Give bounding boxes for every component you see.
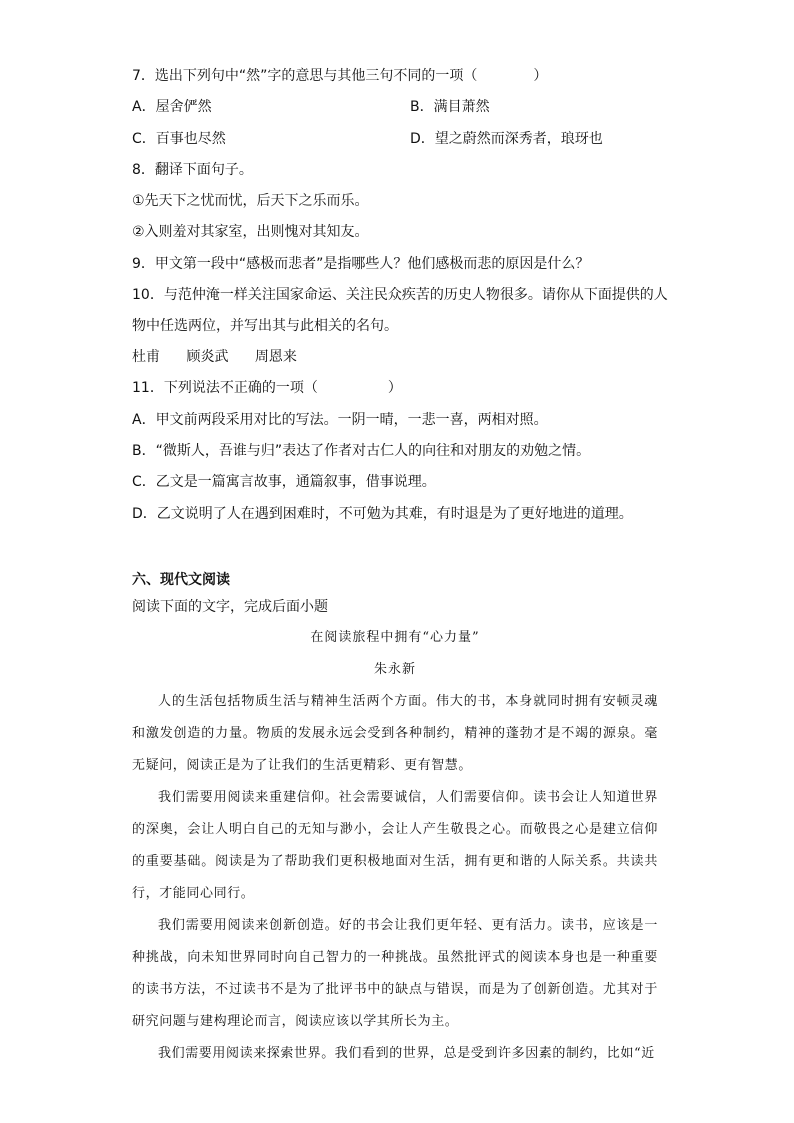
article-paragraph: 人的生活包括物质生活与精神生活两个方面。伟大的书，本身就同时拥有安顿灵魂和激发创造的力量。物质的发展永远会受到各种制约，精神的蓬勃才是不竭的源泉。毫无疑问，阅读正是为了让我们的生活更精彩、更有智慧。 bbox=[132, 694, 658, 773]
article-paragraph: 我们需要用阅读来探索世界。我们看到的世界，总是受到许多因素的制约，比如“近 bbox=[158, 1046, 655, 1061]
q7-stem bbox=[132, 66, 547, 86]
q8-stem: 8．翻译下面句子。 bbox=[132, 162, 253, 178]
q7-option-a: A．屋舍俨然 bbox=[132, 99, 212, 115]
q7-option-b: B．满目萧然 bbox=[410, 99, 490, 115]
article-paragraph: 我们需要用阅读来重建信仰。社会需要诚信，人们需要信仰。读书会让人知道世界的深奥，会让人明白自己的无知与渺小，会让人产生敬畏之心。而敬畏之心是建立信仰的重要基础。阅读是为了帮助我们更积极地面对生活，拥有更和谐的人际关系。共读共行，才能同心同行。 bbox=[132, 790, 658, 901]
q8-sentence-1: ①先天下之忧而忧，后天下之乐而乐。 bbox=[132, 193, 369, 209]
q7-option-d: D．望之蔚然而深秀者，琅玡也 bbox=[410, 131, 603, 147]
q11-stem bbox=[132, 378, 402, 398]
q7-options-row-2 bbox=[132, 129, 672, 149]
name-gu-yanwu: 顾炎武 bbox=[186, 349, 229, 365]
q7-stem-text: 7．选出下列句中“然”字的意思与其他三句不同的一项（ bbox=[132, 68, 478, 84]
q8-sentence-2: ②入则羞对其家室，出则愧对其知友。 bbox=[132, 224, 369, 240]
q7-option-c: C．百事也尽然 bbox=[132, 131, 226, 147]
section-title: 六、现代文阅读 bbox=[132, 572, 230, 588]
q11-option-b: B．“微斯人，吾谁与归”表达了作者对古仁人的向往和对朋友的劝勉之情。 bbox=[132, 443, 591, 459]
q11-option-d: D．乙文说明了人在遇到困难时，不可勉为其难，有时退是为了更好地进的道理。 bbox=[132, 506, 633, 522]
article-author: 朱永新 bbox=[373, 662, 416, 677]
q10-line-2: 物中任选两位，并写出其与此相关的名句。 bbox=[132, 318, 398, 334]
article-body bbox=[132, 686, 658, 1070]
name-zhou-enlai: 周恩来 bbox=[254, 349, 297, 365]
q7-close: ） bbox=[533, 68, 548, 84]
q9-stem: 9．甲文第一段中“感极而悲者”是指哪些人？他们感极而悲的原因是什么？ bbox=[132, 256, 590, 272]
section-instruction: 阅读下面的文字，完成后面小题 bbox=[132, 599, 328, 615]
q10-line-1: 10．与范仲淹一样关注国家命运、关注民众疾苦的历史人物很多。请你从下面提供的人 bbox=[132, 287, 668, 303]
q11-option-c: C．乙文是一篇寓言故事，通篇叙事，借事说理。 bbox=[132, 474, 436, 490]
q11-close: ） bbox=[387, 380, 402, 396]
q7-options-row-1 bbox=[132, 97, 672, 117]
q11-option-a: A．甲文前两段采用对比的写法。一阴一晴，一悲一喜，两相对照。 bbox=[132, 412, 548, 428]
q11-stem-text: 11．下列说法不正确的一项（ bbox=[132, 380, 318, 396]
name-du-fu: 杜甫 bbox=[132, 349, 160, 365]
article-title: 在阅读旅程中拥有“心力量” bbox=[310, 630, 480, 645]
article-paragraph: 我们需要用阅读来创新创造。好的书会让我们更年轻、更有活力。读书，应该是一种挑战，向未知世界同时向自己智力的一种挑战。虽然批评式的阅读本身也是一种重要的读书方法，不过读书不是为了批评书中的缺点与错误，而是为了创新创造。尤其对于研究问题与建构理论而言，阅读应该以学其所长为主。 bbox=[132, 918, 658, 1029]
q10-names bbox=[132, 347, 319, 367]
